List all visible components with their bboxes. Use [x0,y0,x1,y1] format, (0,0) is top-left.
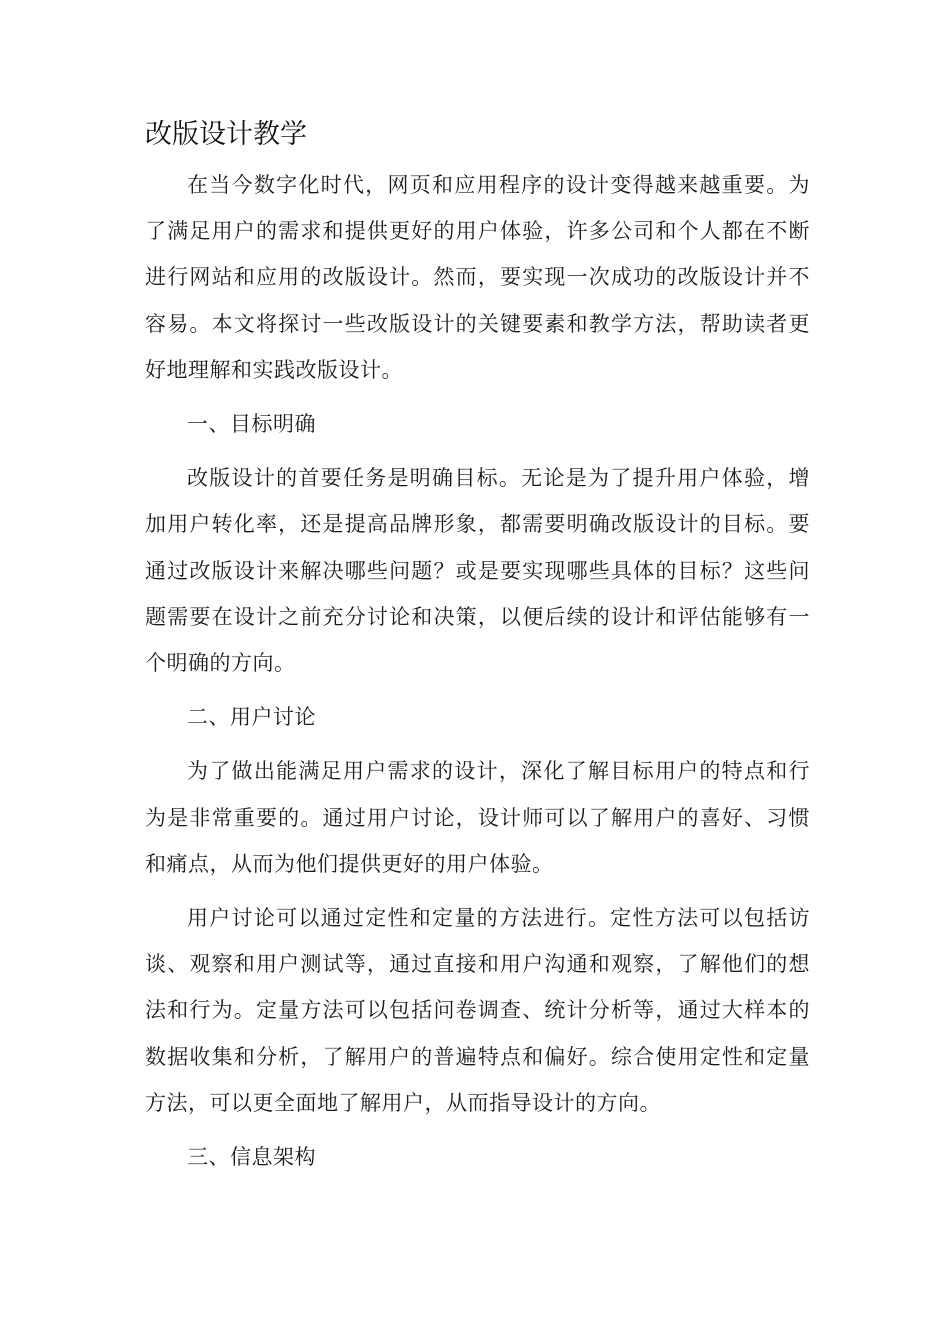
document-title: 改版设计教学 [145,119,307,150]
goals-paragraph: 改版设计的首要任务是明确目标。无论是为了提升用户体验，增加用户转化率，还是提高品牌形象，都需要明确改版设计的目标。要通过改版设计来解决哪些问题？或是要实现哪些具体的目标？这些问题需要在设计之前充分讨论和决策，以便后续的设计和评估能够有一个明确的方向。 [145,466,810,676]
user-research-paragraph-1: 为了做出能满足用户需求的设计，深化了解目标用户的特点和行为是非常重要的。通过用户讨论，设计师可以了解用户的喜好、习惯和痛点，从而为他们提供更好的用户体验。 [145,759,810,876]
document-page [145,112,810,1188]
section-heading-user-research: 二、用户讨论 [187,705,316,730]
section-heading-information-architecture: 三、信息架构 [187,1145,316,1170]
intro-paragraph: 在当今数字化时代，网页和应用程序的设计变得越来越重要。为了满足用户的需求和提供更好的用户体验，许多公司和个人都在不断进行网站和应用的改版设计。然而，要实现一次成功的改版设计并不容易。本文将探讨一些改版设计的关键要素和教学方法，帮助读者更好地理解和实践改版设计。 [145,173,810,382]
user-research-paragraph-2: 用户讨论可以通过定性和定量的方法进行。定性方法可以包括访谈、观察和用户测试等，通过直接和用户沟通和观察，了解他们的想法和行为。定量方法可以包括问卷调查、统计分析等，通过大样本的数据收集和分析，了解用户的普遍特点和偏好。综合使用定性和定量方法，可以更全面地了解用户，从而指导设计的方向。 [145,906,810,1115]
section-heading-goals: 一、目标明确 [187,412,316,437]
